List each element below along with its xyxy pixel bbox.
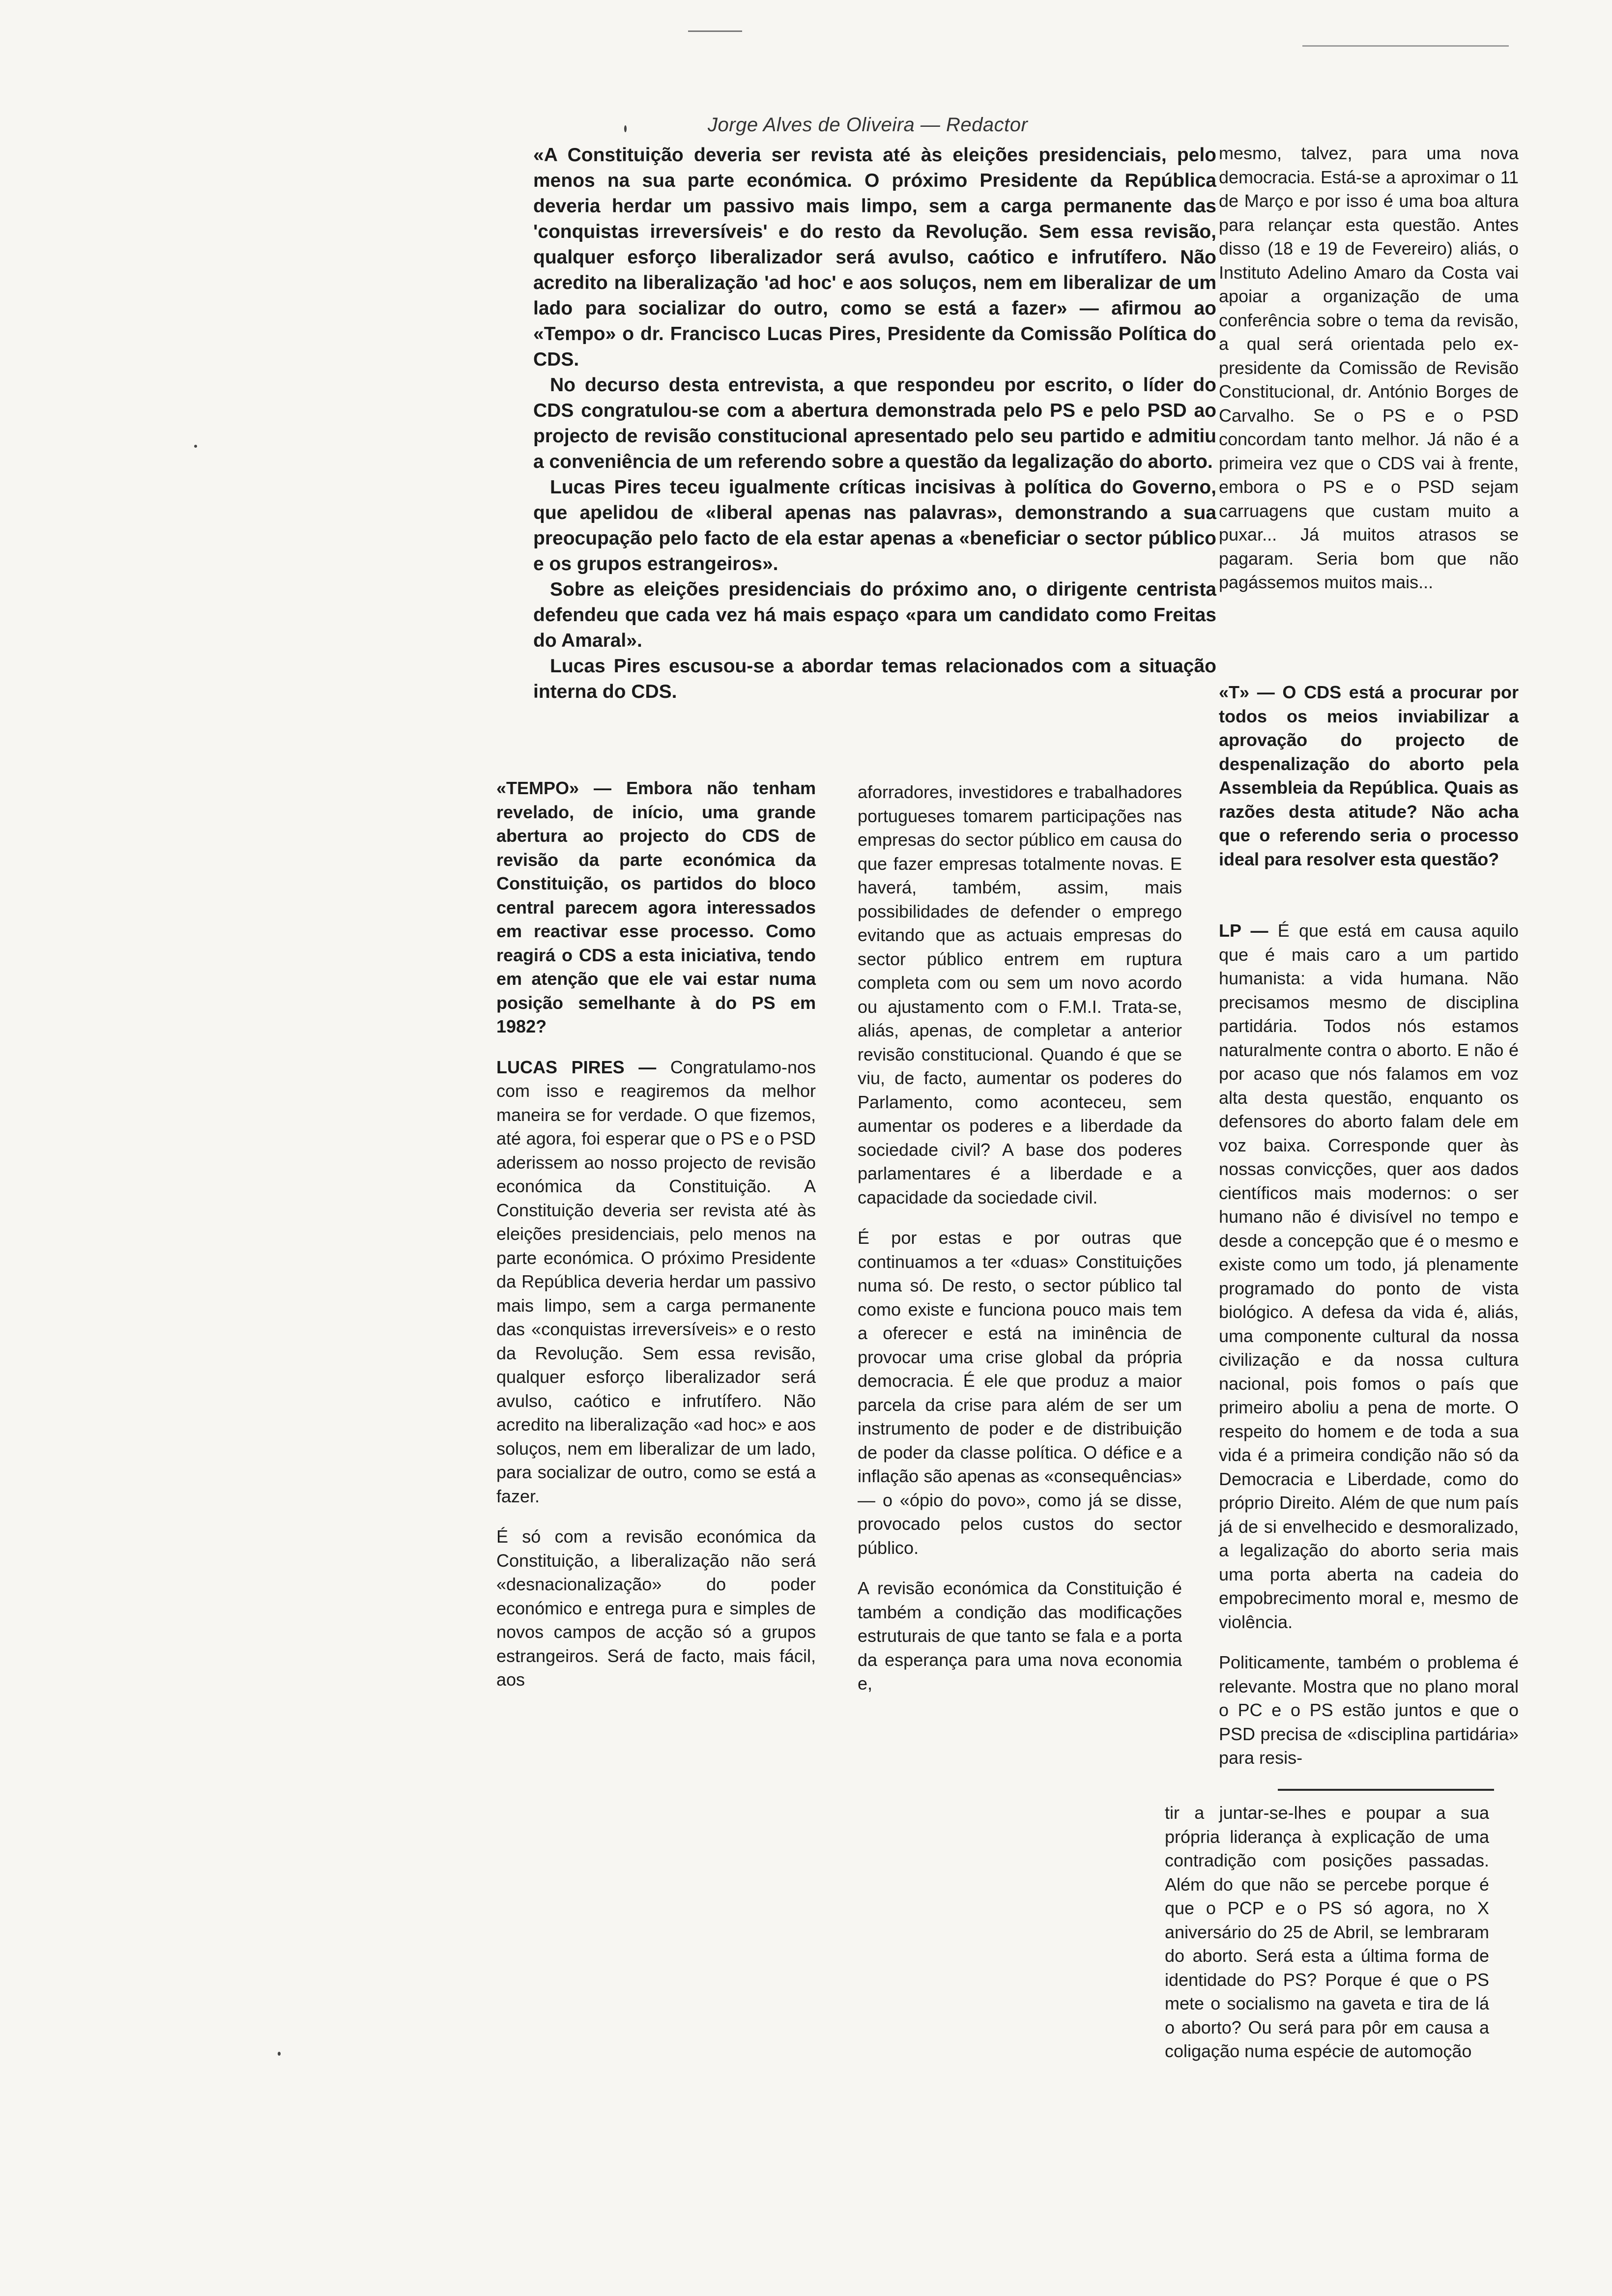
paragraph: A revisão económica da Constituição é também a condição das modificações estruturais de que tanto se fala e a porta da esperança para uma nova economia e, [858, 1578, 1182, 1693]
column-4-continuation [1165, 1801, 1489, 2064]
lead-paragraph: Sobre as eleições presidenciais do próximo ano, o dirigente centrista defendeu que cada vez há mais espaço «para um candidato como Freitas do Amaral». [533, 579, 1216, 651]
lead-paragraph: No decurso desta entrevista, a que respondeu por escrito, o líder do CDS congratulou-se com a abertura demonstrada pelo PS e pelo PSD ao projecto de revisão constitucional apresentado pelo seu partido e admitiu a conveniência de um referendo sobre a questão da legalização do aborto. [533, 374, 1216, 472]
paragraph: Politicamente, também o problema é relevante. Mostra que no plano moral o PC e o PS estão juntos e que o PSD precisa de «disciplina partidária» para resis- [1219, 1652, 1519, 1768]
interview-answer [496, 1056, 816, 1509]
column-3-question [1219, 681, 1519, 871]
interview-question: «T» — O CDS está a procurar por todos os meios inviabilizar a aprovação do projecto de despenalização do aborto pela Assembleia da República. Quais as razões desta atitude? Não acha que o referendo seria o processo ideal para resolver esta questão? [1219, 682, 1519, 869]
answer-text: Congratulamo-nos com isso e reagiremos da melhor maneira se for verdade. O que fizemos, até agora, foi esperar que o PS e o PSD aderissem ao nosso projecto de revisão económica da Constituição. A Constituição deveria ser revista até às eleições presidenciais, pelo menos na parte económica. O próximo Presidente da República deveria herdar um passivo mais limpo, sem a carga permanente das «conquistas irreversíveis» e o resto da Revolução. Sem essa revisão, qualquer esforço liberalizador será avulso, caótico e infrutífero. Não acredito na liberalização «ad hoc» e aos soluços, nem em liberalizar de um lado, para socializar de outro, como se está a fazer. [496, 1057, 816, 1506]
paragraph: É só com a revisão económica da Constituição, a liberalização não será «desnacionalização» do poder económico e entrega pura e simples de novos campos de acção só a grupos estrangeiros. Será de facto, mais fácil, aos [496, 1526, 816, 1690]
speaker-label: LUCAS PIRES — [496, 1057, 657, 1077]
interview-answer [1219, 919, 1519, 1634]
paragraph: É por estas e por outras que continuamos a ter «duas» Constituições numa só. De resto, o sector público tal como existe e funciona pouco mais tem a oferecer e está na iminência de provocar uma crise global da própria democracia. É ele que produz a maior parcela da crise para além de ser um instrumento de poder e de distribuição de poder da classe política. O défice e a inflação são apenas as «consequências» — o «ópio do povo», como já se disse, provocado pelos custos do sector público. [858, 1228, 1182, 1558]
lead-paragraph: Lucas Pires escusou-se a abordar temas relacionados com a situação interna do CDS. [533, 656, 1216, 702]
byline: Jorge Alves de Oliveira — Redactor [708, 114, 1028, 136]
answer-text: É que está em causa aquilo que é mais caro a um partido humanista: a vida humana. Não precisamos mesmo de disciplina partidária. Todos nós estamos naturalmente contra o aborto. E não é por acaso que nós falamos em voz alta desta questão, enquanto os defensores do aborto falam dele em voz baixa. Corresponde quer às nossas convicções, quer aos dados científicos mais modernos: o ser humano não é divisível no tempo e desde a concepção que é o mesmo e existe como um todo, já plenamente programado do ponto de vista biológico. A defesa da vida é, aliás, uma componente cultural da nossa civilização e da nossa cultura nacional, pois fomos o país que primeiro aboliu a pena de morte. O respeito do homem e de toda a sua vida é a primeira condição não só da Democracia e Liberdade, como do próprio Direito. Além de que num país já de si envelhecido e desmoralizado, a legalização do aborto seria mais uma porta aberta na cadeia do empobrecimento moral e, mesmo de violência. [1219, 920, 1519, 1632]
column-3-top [1219, 142, 1519, 595]
paragraph: mesmo, talvez, para uma nova democracia. Está-se a aproximar o 11 de Março e por isso é uma boa altura para relançar esta questão. Antes disso (18 e 19 de Fevereiro) aliás, o Instituto Adelino Amaro da Costa vai apoiar a organização de uma conferência sobre o tema da revisão, a qual será orientada pelo ex-presidente da Comissão de Revisão Constitucional, dr. António Borges de Carvalho. Se o PS e o PSD concordam tanto melhor. Já não é a primeira vez que o CDS vai à frente, embora o PS e o PSD sejam carruagens que custam muito a puxar... Já muitos atrasos se pagaram. Seria bom que não pagássemos muitos mais... [1219, 143, 1519, 592]
lead-paragraph: «A Constituição deveria ser revista até às eleições presidenciais, pelo menos na sua parte económica. O próximo Presidente da República deveria herdar um passivo mais limpo, sem a carga permanente das 'conquistas irreversíveis' e do resto da Revolução. Sem essa revisão, qualquer esforço liberalizador será avulso, caótico e infrutífero. Não acredito na liberalização 'ad hoc' e aos soluços, nem em liberalizar de um lado para socializar do outro, como se está a fazer» — afirmou ao «Tempo» o dr. Francisco Lucas Pires, Presidente da Comissão Política do CDS. [533, 144, 1216, 370]
paragraph: tir a juntar-se-lhes e poupar a sua própria liderança à explicação de uma contradição com posições passadas. Além do que não se percebe porque é que o PCP e o PS só agora, no X aniversário do 25 de Abril, se lembraram do aborto. Será esta a última forma de identidade do PS? Porque é que o PS mete o socialismo na gaveta e tira de lá o aborto? Ou será para pôr em causa a coligação numa espécie de automoção [1165, 1803, 1489, 2061]
scan-speck [194, 445, 197, 448]
paragraph: aforradores, investidores e trabalhadores portugueses tomarem participações nas empresas do sector público em causa do que fazer empresas totalmente novas. E haverá, também, assim, mais possibilidades de defender o emprego evitando que as actuais empresas do sector público entrem em ruptura completa com ou sem um novo acordo ou ajustamento com o F.M.I. Trata-se, aliás, apenas, de completar a anterior revisão constitucional. Quando é que se viu, de facto, aumentar os poderes do Parlamento, como aconteceu, sem aumentar os poderes e a liberdade da sociedade civil? A base dos poderes parlamentares é a liberdade e a capacidade da sociedade civil. [858, 782, 1182, 1207]
top-mark [1302, 45, 1509, 47]
scan-speck [278, 2052, 281, 2056]
lead-paragraph: Lucas Pires teceu igualmente críticas incisivas à política do Governo, que apelidou de «liberal apenas nas palavras», demonstrando a sua preocupação pelo facto de ela estar apenas a «beneficiar o sector público e os grupos estrangeiros». [533, 477, 1216, 574]
column-2 [858, 780, 1182, 1696]
column-separator-rule [1278, 1789, 1494, 1791]
lead-block [533, 143, 1216, 705]
scan-speck [624, 125, 627, 132]
interview-question: «TEMPO» — Embora não tenham revelado, de início, uma grande abertura ao projecto do CDS de revisão da parte económica da Constituição, os partidos do bloco central parecem agora interessados em reactivar esse processo. Como reagirá o CDS a esta iniciativa, tendo em atenção que ele vai estar numa posição semelhante à do PS em 1982? [496, 778, 816, 1036]
column-3-answer [1219, 919, 1519, 1770]
column-1 [496, 776, 816, 1692]
top-mark [688, 30, 742, 32]
speaker-label: LP — [1219, 920, 1268, 941]
